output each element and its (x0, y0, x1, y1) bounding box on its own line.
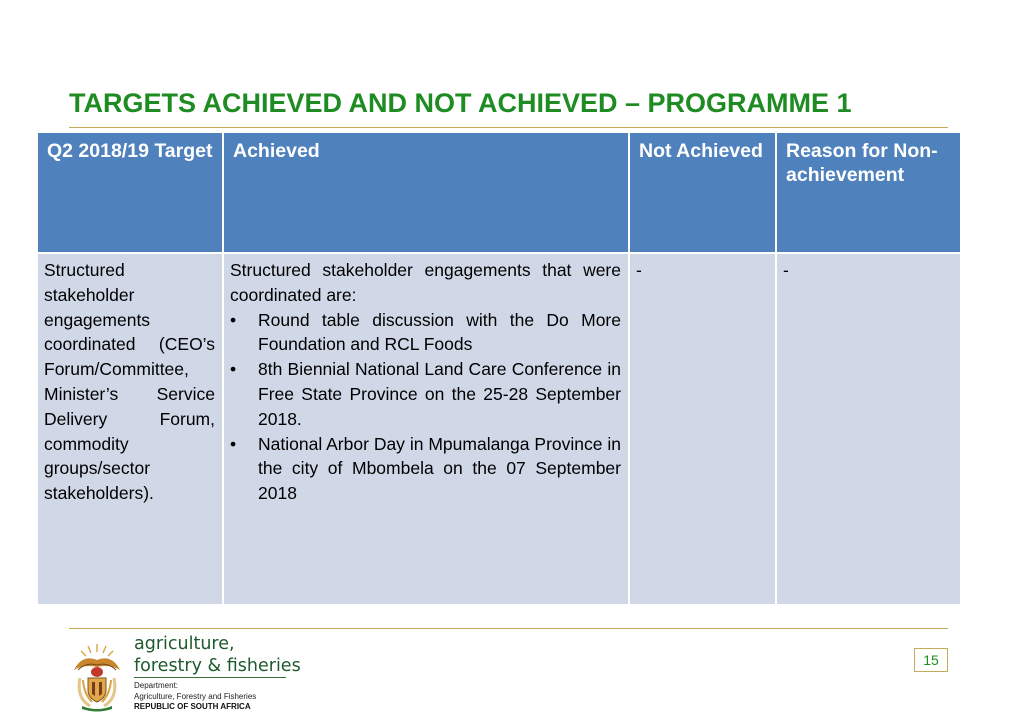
table-row (37, 253, 961, 605)
bullet-icon: • (230, 433, 237, 454)
list-item-text: National Arbor Day in Mpumalanga Province in the city of Mbombela on the 07 September 2018 (258, 433, 621, 504)
list-item-text: 8th Biennial National Land Care Conference in Free State Province on the 25-28 September 2018. (258, 359, 621, 429)
dept-line-3: REPUBLIC OF SOUTH AFRICA (134, 702, 251, 711)
cell-target: Structured stakeholder engagements coordinated (CEO’s Forum/Committee, Minister’s Service Delivery Forum, commodity groups/sector stakeholders). (37, 253, 223, 605)
list-item-text: Round table discussion with the Do More Foundation and RCL Foods (258, 309, 621, 355)
bullet-icon: • (230, 309, 237, 330)
brand-line-2: forestry & fisheries (134, 656, 301, 676)
page-number: 15 (914, 648, 948, 672)
list-item (230, 432, 621, 506)
title-divider (69, 127, 948, 128)
targets-table (36, 131, 962, 606)
brand-wordmark (134, 633, 301, 677)
header-reason: Reason for Non-achievement (776, 132, 961, 253)
dept-line-2: Agriculture, Forestry and Fisheries (134, 691, 257, 701)
header-target: Q2 2018/19 Target (37, 132, 223, 253)
header-not-achieved: Not Achieved (629, 132, 776, 253)
achieved-list (230, 308, 621, 506)
cell-not-achieved: - (629, 253, 776, 605)
brand-line-1: agriculture, (134, 634, 235, 654)
south-africa-coat-of-arms-icon (68, 640, 126, 712)
list-item (230, 308, 621, 358)
table-header-row (37, 132, 961, 253)
footer-divider (69, 628, 948, 629)
header-achieved: Achieved (223, 132, 629, 253)
slide-title: TARGETS ACHIEVED AND NOT ACHIEVED – PROGRAMME 1 (69, 88, 852, 118)
cell-reason: - (776, 253, 961, 605)
achieved-intro: Structured stakeholder engagements that were coordinated are: (230, 260, 621, 305)
brand-divider (134, 677, 286, 678)
bullet-icon: • (230, 359, 237, 380)
dept-line-1: Department: (134, 681, 179, 690)
department-label (134, 681, 256, 713)
cell-achieved (223, 253, 629, 605)
list-item (230, 357, 621, 431)
